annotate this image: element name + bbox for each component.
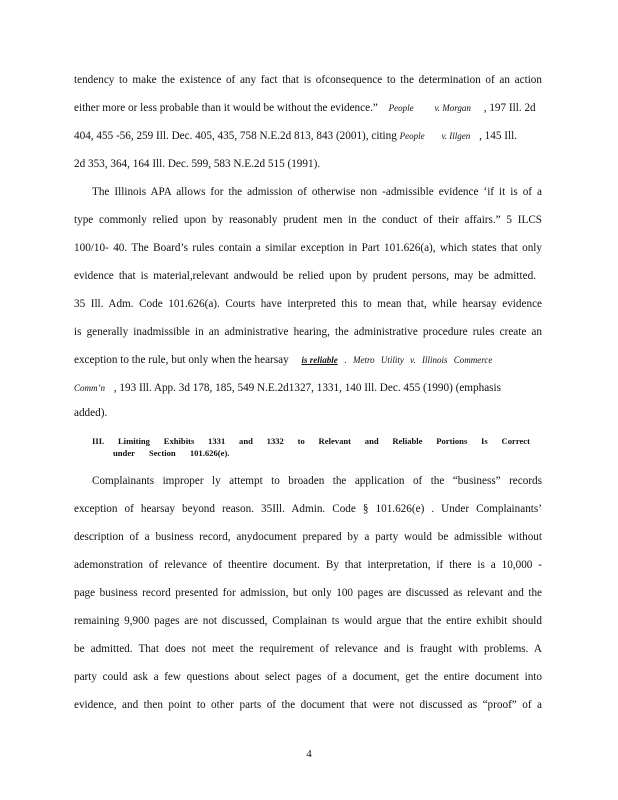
body-text: , 197 Ill. 2d [483,102,536,114]
emphasized-text: is reliable [301,355,338,365]
section-heading-continued: under Section 101.626(e). [113,448,230,458]
body-text: 404, 455 -56, 259 Ill. Dec. 405, 435, 758 N.E.2d 813, 843 (2001), citing [74,130,397,142]
body-text: exception to the rule, but only when the hearsay [74,354,289,366]
page-number: 4 [306,748,312,760]
body-line [74,353,542,367]
section-heading: III. Limiting Exhibits 1331 and 1332 to Relevant and Reliable Portions Is Correct [92,436,530,446]
case-citation-italic: v. Illgen [441,131,471,141]
case-citation-italic: People [399,131,425,141]
body-line: party could ask a few questions about select pages of a document, get the entire document into [74,671,542,683]
body-text: , 193 Ill. App. 3d 178, 185, 549 N.E.2d1327, 1331, 140 Ill. Dec. 455 (1990) (emphasis [113,382,501,394]
body-line [74,381,542,395]
case-citation-italic: . Metro Utility v. Illinois Commerce [344,355,493,365]
body-line: tendency to make the existence of any fact that is ofconsequence to the determination of an action [74,74,542,86]
case-citation-italic: Comm’n [74,383,105,393]
body-line: page business record presented for admission, but only 100 pages are discussed as relevant and the [74,587,542,599]
body-line: 35 Ill. Adm. Code 101.626(a). Courts have interpreted this to mean that, while hearsay evidence [74,298,542,310]
case-citation-italic: v. Morgan [434,103,471,113]
body-line: 2d 353, 364, 164 Ill. Dec. 599, 583 N.E.2d 515 (1991). [74,158,321,170]
body-line: be admitted. That does not meet the requirement of relevance and is fraught with problems. A [74,643,542,655]
body-line: evidence that is material,relevant andwould be relied upon by prudent persons, may be admitted. [74,270,536,282]
body-line: evidence, and then point to other parts of the document that were not discussed as “proof” of a [74,699,542,711]
body-line: Complainants improper ly attempt to broaden the application of the “business” records [92,475,542,487]
body-text: either more or less probable than it would be without the evidence.” [74,102,378,114]
body-line: added). [74,407,108,419]
body-line [74,101,542,115]
body-text: , 145 Ill. [479,130,517,142]
body-line: type commonly relied upon by reasonably prudent men in the conduct of their affairs.” 5 ILCS [74,214,542,226]
body-line: The Illinois APA allows for the admission of otherwise non -admissible evidence ‘if it is of a [92,186,542,198]
body-line: ademonstration of relevance of theentire document. By that interpretation, if there is a 10,000 - [74,559,542,571]
body-line: remaining 9,900 pages are not discussed, Complainan ts would argue that the entire exhibit should [74,615,542,627]
case-citation-italic: People [388,103,414,113]
body-line: description of a business record, anydocument prepared by a party would be admissible without [74,531,542,543]
body-line [74,129,542,143]
body-line: exception of hearsay beyond reason. 35Ill. Admin. Code § 101.626(e) . Under Complainants’ [74,503,542,515]
body-line: is generally inadmissible in an administrative hearing, the administrative procedure rules create an [74,326,542,338]
body-line: 100/10- 40. The Board’s rules contain a similar exception in Part 101.626(a), which states that only [74,242,542,254]
